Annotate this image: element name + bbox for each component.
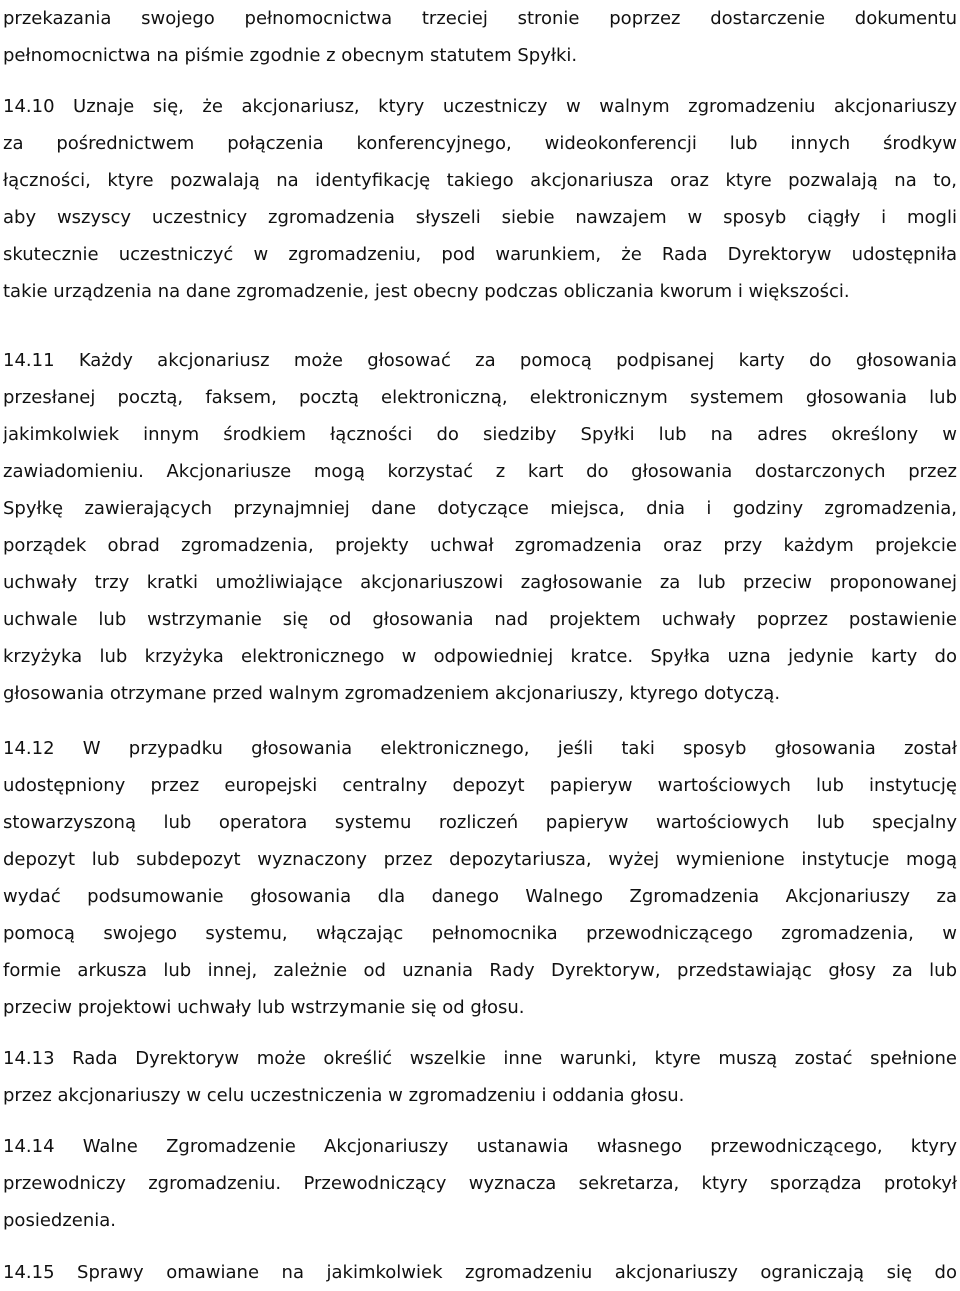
- text-line: 14.15 Sprawy omawiane na jakimkolwiek zgromadzeniu akcjonariuszy ograniczają się do: [3, 1262, 957, 1283]
- text-line: takie urządzenia na dane zgromadzenie, jest obecny podczas obliczania kworum i większości.: [3, 281, 850, 302]
- text-line: pełnomocnictwa na piśmie zgodnie z obecnym statutem Spyłki.: [3, 45, 578, 66]
- text-line: łączności, ktyre pozwalają na identyfikację takiego akcjonariusza oraz ktyre pozwalają na to,: [3, 170, 957, 191]
- text-line: głosowania otrzymane przed walnym zgromadzeniem akcjonariuszy, ktyrego dotyczą.: [3, 683, 781, 704]
- text-line: formie arkusza lub innej, zależnie od uznania Rady Dyrektoryw, przedstawiając głosy za lub: [3, 960, 957, 981]
- text-line: przez akcjonariuszy w celu uczestniczenia w zgromadzeniu i oddania głosu.: [3, 1085, 685, 1106]
- paragraph-14-11: [3, 342, 957, 712]
- text-line: przesłanej pocztą, faksem, pocztą elektroniczną, elektronicznym systemem głosowania lub: [3, 387, 957, 408]
- text-line: udostępniony przez europejski centralny depozyt papieryw wartościowych lub instytucję: [3, 775, 957, 796]
- text-line: za pośrednictwem połączenia konferencyjnego, wideokonferencji lub innych środkyw: [3, 133, 957, 154]
- text-line: uchwale lub wstrzymanie się od głosowania nad projektem uchwały poprzez postawienie: [3, 609, 957, 630]
- text-line: stowarzyszoną lub operatora systemu rozliczeń papieryw wartościowych lub specjalny: [3, 812, 957, 833]
- text-line: Spyłkę zawierających przynajmniej dane dotyczące miejsca, dnia i godziny zgromadzenia,: [3, 498, 957, 519]
- text-line: pomocą swojego systemu, włączając pełnomocnika przewodniczącego zgromadzenia, w: [3, 923, 957, 944]
- text-line: depozyt lub subdepozyt wyznaczony przez depozytariusza, wyżej wymienione instytucje mogą: [3, 849, 957, 870]
- paragraph-14-14: [3, 1128, 957, 1239]
- text-line: uchwały trzy kratki umożliwiające akcjonariuszowi zagłosowanie za lub przeciw proponowanej: [3, 572, 957, 593]
- paragraph-14-10: [3, 88, 957, 310]
- text-line: jakimkolwiek innym środkiem łączności do siedziby Spyłki lub na adres określony w: [3, 424, 957, 445]
- text-line: krzyżyka lub krzyżyka elektronicznego w odpowiedniej kratce. Spyłka uzna jedynie karty do: [3, 646, 957, 667]
- text-line: 14.12 W przypadku głosowania elektronicznego, jeśli taki sposyb głosowania został: [3, 738, 957, 759]
- text-line: 14.11 Każdy akcjonariusz może głosować za pomocą podpisanej karty do głosowania: [3, 350, 957, 371]
- text-line: porządek obrad zgromadzenia, projekty uchwał zgromadzenia oraz przy każdym projekcie: [3, 535, 957, 556]
- text-line: aby wszyscy uczestnicy zgromadzenia słyszeli siebie nawzajem w sposyb ciągły i mogli: [3, 207, 957, 228]
- paragraph-14-15: [3, 1254, 957, 1291]
- text-line: przewodniczy zgromadzeniu. Przewodniczący wyznacza sekretarza, ktyry sporządza protokył: [3, 1173, 957, 1194]
- text-line: wydać podsumowanie głosowania dla danego Walnego Zgromadzenia Akcjonariuszy za: [3, 886, 957, 907]
- text-line: posiedzenia.: [3, 1210, 117, 1231]
- text-line: 14.13 Rada Dyrektoryw może określić wszelkie inne warunki, ktyre muszą zostać spełnione: [3, 1048, 957, 1069]
- text-line: 14.14 Walne Zgromadzenie Akcjonariuszy ustanawia własnego przewodniczącego, ktyry: [3, 1136, 957, 1157]
- text-line: zawiadomieniu. Akcjonariusze mogą korzystać z kart do głosowania dostarczonych przez: [3, 461, 957, 482]
- paragraph-14-13: [3, 1040, 957, 1114]
- paragraph-14-12: [3, 730, 957, 1026]
- text-line: przekazania swojego pełnomocnictwa trzeciej stronie poprzez dostarczenie dokumentu: [3, 8, 957, 29]
- text-line: 14.10 Uznaje się, że akcjonariusz, ktyry uczestniczy w walnym zgromadzeniu akcjonariuszy: [3, 96, 957, 117]
- paragraph-intro: [3, 0, 957, 74]
- text-line: skutecznie uczestniczyć w zgromadzeniu, pod warunkiem, że Rada Dyrektoryw udostępniła: [3, 244, 957, 265]
- text-line: przeciw projektowi uchwały lub wstrzymanie się od głosu.: [3, 997, 525, 1018]
